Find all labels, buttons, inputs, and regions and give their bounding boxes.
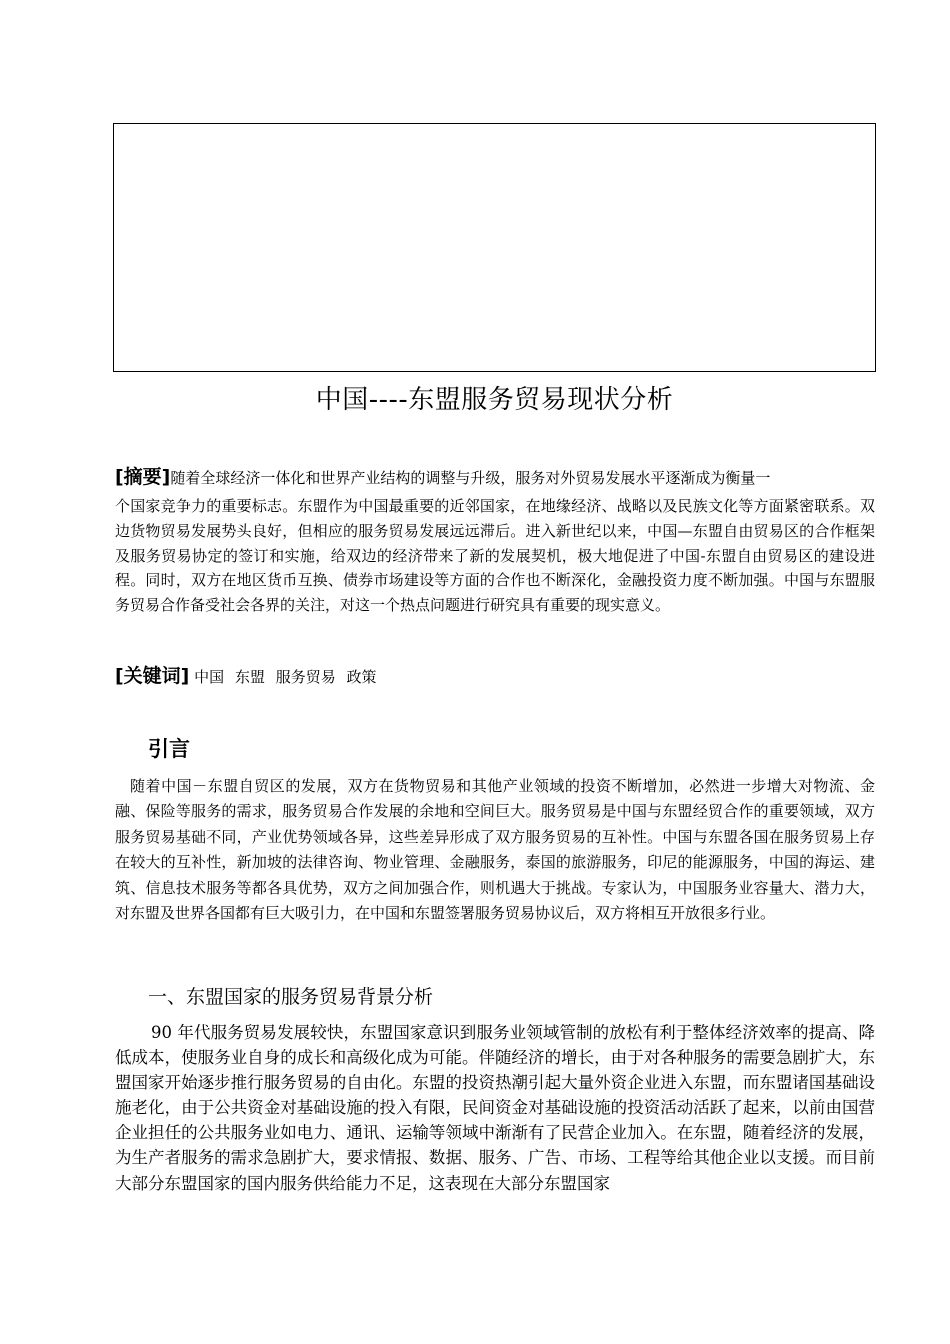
keyword-item: 中国 (194, 668, 225, 686)
abstract-label: [摘要] (115, 466, 171, 488)
abstract-first-line (115, 460, 875, 494)
abstract-body-text: 个国家竞争力的重要标志。东盟作为中国最重要的近邻国家，在地缘经济、战略以及民族文化等方面紧密联系。双边货物贸易发展势头良好，但相应的服务贸易发展远远滞后。进入新世纪以来，中国—东盟自由贸易区的合作框架及服务贸易协定的签订和实施，给双边的经济带来了新的发展契机，极大地促进了中国-东盟自由贸易区的建设进程。同时，双方在地区货币互换、债券市场建设等方面的合作也不断深化，金融投资力度不断加强。中国与东盟服务贸易合作备受社会各界的关注，对这一个热点问题进行研究具有重要的现实意义。 (115, 497, 875, 615)
keyword-item: 服务贸易 (275, 668, 336, 686)
keywords-line (115, 660, 875, 693)
abstract-lead-text: 随着全球经济一体化和世界产业结构的调整与升级，服务对外贸易发展水平逐渐成为衡量一 (170, 469, 771, 487)
introduction-heading: 引言 (148, 737, 190, 761)
section1-heading: 一、东盟国家的服务贸易背景分析 (148, 986, 434, 1008)
image-placeholder-frame (113, 123, 876, 372)
abstract-paragraph (115, 460, 875, 618)
keywords-label: [关键词] (115, 665, 190, 687)
section1-paragraph: 90 年代服务贸易发展较快，东盟国家意识到服务业领域管制的放松有利于整体经济效率的提高、降低成本，使服务业自身的成长和高级化成为可能。伴随经济的增长，由于对各种服务的需要急剧扩大，东盟国家开始逐步推行服务贸易的自由化。东盟的投资热潮引起大量外资企业进入东盟，而东盟诸国基础设施老化，由于公共资金对基础设施的投入有限，民间资金对基础设施的投资活动活跃了起来，以前由国营企业担任的公共服务业如电力、通讯、运输等领域中渐渐有了民营企业加入。在东盟，随着经济的发展，为生产者服务的需求急剧扩大，要求情报、数据、服务、广告、市场、工程等给其他企业以支援。而目前大部分东盟国家的国内服务供给能力不足，这表现在大部分东盟国家 (115, 1023, 875, 1193)
keyword-item: 政策 (346, 668, 377, 686)
document-title: 中国----东盟服务贸易现状分析 (315, 385, 674, 415)
introduction-paragraph: 随着中国－东盟自贸区的发展，双方在货物贸易和其他产业领域的投资不断增加，必然进一步增大对物流、金融、保险等服务的需求，服务贸易合作发展的余地和空间巨大。服务贸易是中国与东盟经贸合作的重要领域，双方服务贸易基础不同，产业优势领域各异，这些差异形成了双方服务贸易的互补性。中国与东盟各国在服务贸易上存在较大的互补性，新加坡的法律咨询、物业管理、金融服务，泰国的旅游服务，印尼的能源服务，中国的海运、建筑、信息技术服务等都各具优势，双方之间加强合作，则机遇大于挑战。专家认为，中国服务业容量大、潜力大，对东盟及世界各国都有巨大吸引力，在中国和东盟签署服务贸易协议后，双方将相互开放很多行业。 (115, 777, 875, 923)
keyword-item: 东盟 (234, 668, 265, 686)
